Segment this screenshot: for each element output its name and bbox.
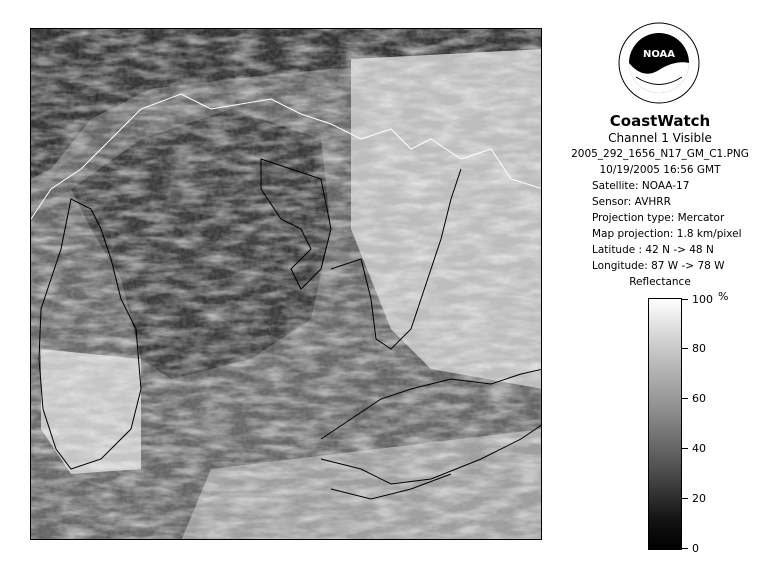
latitude-label: Latitude : 42 N -> 48 N — [592, 244, 714, 256]
noaa-logo — [618, 22, 700, 104]
noise-texture — [31, 29, 542, 540]
tick-100 — [682, 299, 688, 300]
tick-20 — [682, 498, 688, 499]
colorbar-title: Reflectance — [629, 276, 691, 288]
satellite-label: Satellite: NOAA-17 — [592, 180, 690, 192]
projection-type-label: Projection type: Mercator — [592, 212, 725, 224]
satellite-image — [30, 28, 542, 540]
tick-label: 0 — [692, 542, 699, 555]
filename-label: 2005_292_1656_N17_GM_C1.PNG — [571, 148, 749, 160]
noaa-logo-text: NOAA — [642, 49, 676, 60]
sensor-label: Sensor: AVHRR — [592, 196, 671, 208]
satellite-scene — [31, 29, 542, 540]
tick-40 — [682, 448, 688, 449]
tick-label: 100 — [692, 293, 713, 306]
tick-80 — [682, 348, 688, 349]
tick-label: 20 — [692, 492, 706, 505]
tick-label: 80 — [692, 342, 706, 355]
noaa-logo-icon — [618, 22, 700, 104]
tick-label: 40 — [692, 442, 706, 455]
datetime-label: 10/19/2005 16:56 GMT — [599, 164, 721, 176]
tick-60 — [682, 398, 688, 399]
colorbar-unit: % — [718, 290, 729, 303]
longitude-label: Longitude: 87 W -> 78 W — [592, 260, 725, 272]
map-projection-label: Map projection: 1.8 km/pixel — [592, 228, 742, 240]
tick-0 — [682, 548, 688, 549]
tick-label: 60 — [692, 392, 706, 405]
reflectance-colorbar — [648, 298, 682, 550]
channel-label: Channel 1 Visible — [608, 131, 712, 145]
brand-title: CoastWatch — [609, 112, 711, 130]
